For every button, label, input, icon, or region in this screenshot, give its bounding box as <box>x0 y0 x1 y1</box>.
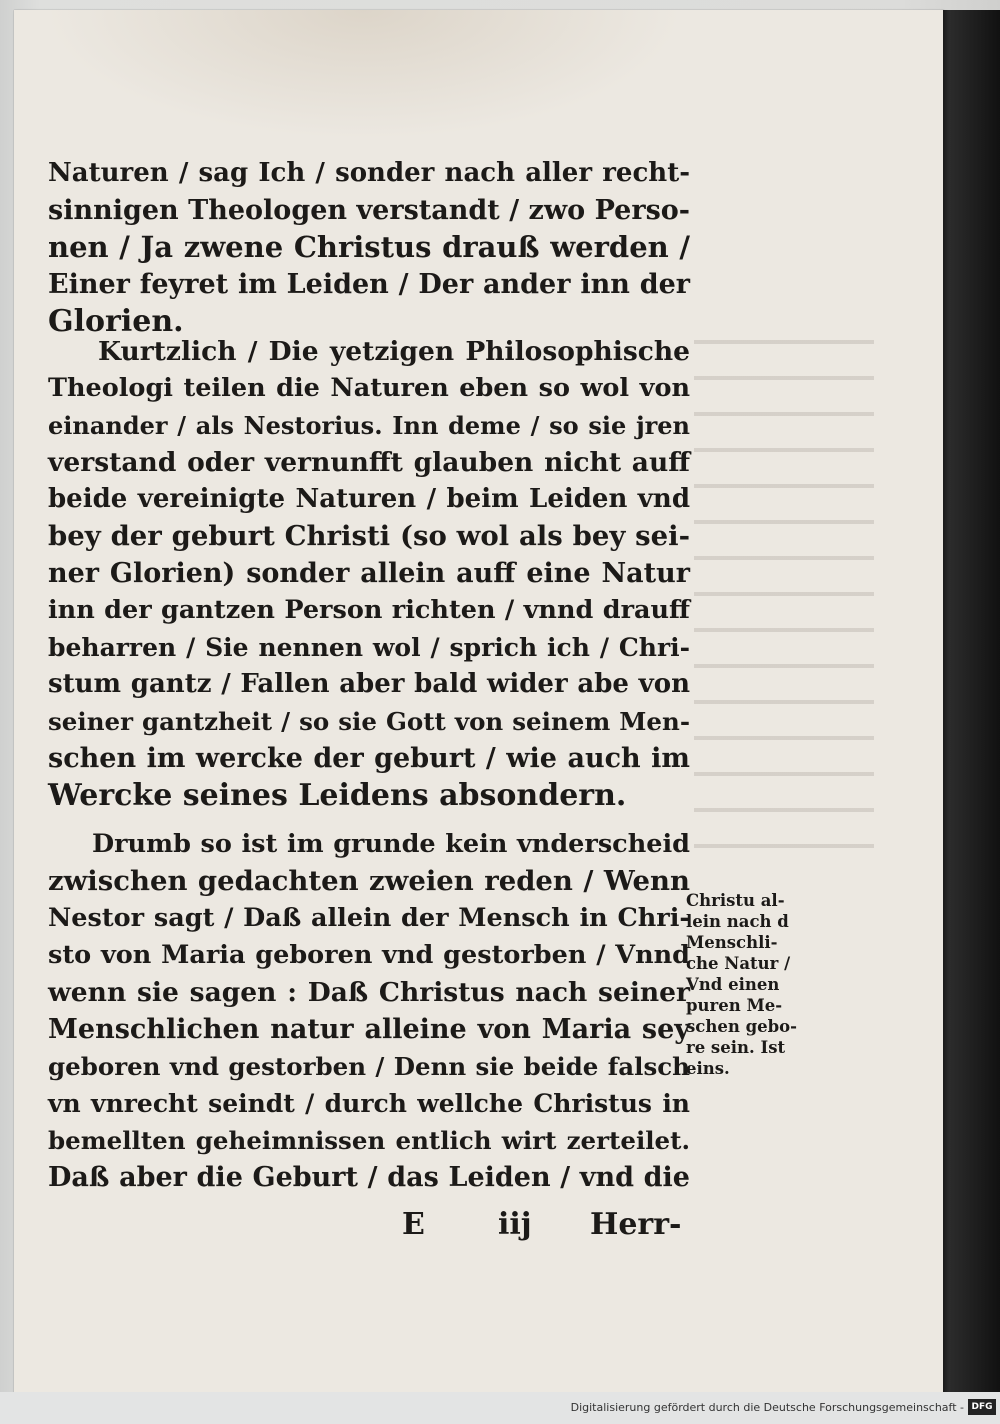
marginal-line: eins. <box>686 1059 730 1078</box>
text-line: zwischen gedachten zweien reden / Wenn <box>48 865 690 897</box>
marginal-note <box>686 890 798 1079</box>
text-line: geboren vnd gestorben / Denn sie beide falsch <box>48 1052 690 1081</box>
text-line: Naturen / sag Ich / sonder nach aller recht- <box>48 158 690 188</box>
paper-stain <box>44 10 684 140</box>
dfg-logo: DFG <box>968 1399 996 1415</box>
text-line: wenn sie sagen : Daß Christus nach seiner <box>48 977 690 1008</box>
marginal-line: lein nach d <box>686 912 789 931</box>
marginal-line: Vnd einen <box>686 975 780 994</box>
text-line: einander / als Nestorius. Inn deme / so sie jren <box>48 411 690 440</box>
text-line: inn der gantzen Person richten / vnnd drauff <box>48 595 690 625</box>
text-line: Theologi teilen die Naturen eben so wol von <box>48 373 690 403</box>
text-line: ner Glorien) sonder allein auff eine Natur <box>48 558 690 589</box>
text-line: Menschlichen natur alleine von Maria sey <box>48 1014 690 1045</box>
text-line: Drumb so ist im grunde kein vnderscheid <box>92 829 690 859</box>
catchword: Herr- <box>590 1207 682 1242</box>
text-line: bey der geburt Christi (so wol als bey sei- <box>48 520 690 552</box>
paragraph-3 <box>48 826 690 1196</box>
text-line: Kurtzlich / Die yetzigen Philosophische <box>98 336 690 367</box>
footer-credit: Digitalisierung gefördert durch die Deutsche Forschungsgemeinschaft - <box>570 1401 964 1414</box>
text-line: schen im wercke der geburt / wie auch im <box>48 743 690 774</box>
marginal-line: Menschli- <box>686 933 778 952</box>
text-line: sto von Maria geboren vnd gestorben / Vnnd <box>48 940 690 970</box>
text-line: nen / Ja zwene Christus drauß werden / <box>48 230 690 264</box>
marginal-line: schen gebo- <box>686 1017 797 1036</box>
marginal-line: Christu al- <box>686 891 785 910</box>
text-line: Wercke seines Leidens absondern. <box>48 778 627 813</box>
text-line: Nestor sagt / Daß allein der Mensch in Chri- <box>48 903 690 933</box>
text-line: sinnigen Theologen verstandt / zwo Perso- <box>48 195 690 226</box>
text-line: Daß aber die Geburt / das Leiden / vnd die <box>48 1162 690 1193</box>
paragraph-1 <box>48 155 690 340</box>
text-line: vn vnrecht seindt / durch wellche Christus in <box>48 1089 690 1118</box>
text-line: stum gantz / Fallen aber bald wider abe von <box>48 669 690 699</box>
digitization-footer <box>0 1392 1000 1424</box>
scan-edge <box>943 10 1000 1393</box>
text-line: Glorien. <box>48 304 184 339</box>
text-line: bemellten geheimnissen entlich wirt zerteilet. <box>48 1126 690 1155</box>
text-line: beharren / Sie nennen wol / sprich ich / Chri- <box>48 633 690 662</box>
ink-bleed-through <box>694 340 874 860</box>
paragraph-2 <box>48 333 690 814</box>
marginal-line: puren Me- <box>686 996 783 1015</box>
signature-mark: E <box>402 1207 425 1242</box>
marginal-line: re sein. Ist <box>686 1038 786 1057</box>
text-line: Einer feyret im Leiden / Der ander inn der <box>48 269 690 300</box>
text-line: verstand oder vernunfft glauben nicht auff <box>48 447 690 478</box>
text-line: seiner gantzheit / so sie Gott von seinem Men- <box>48 707 690 736</box>
marginal-line: che Natur / <box>686 954 791 973</box>
text-line: beide vereinigte Naturen / beim Leiden vnd <box>48 484 690 514</box>
folio-number: iij <box>498 1207 532 1242</box>
